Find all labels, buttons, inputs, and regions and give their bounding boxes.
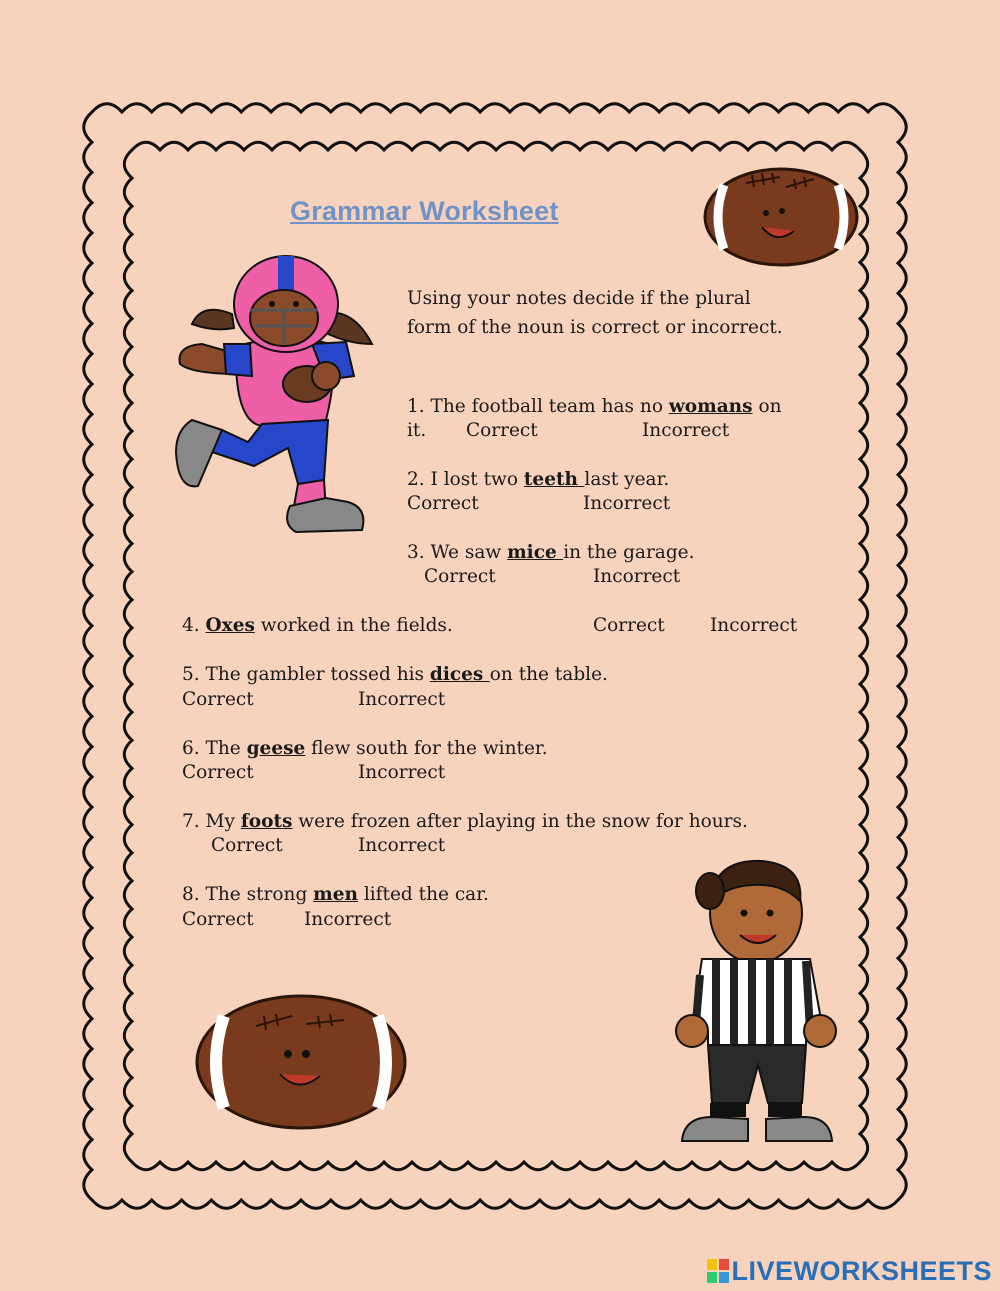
liveworksheets-logo [707, 1256, 992, 1287]
question-5: 5. The gambler tossed his dices on the table. [182, 664, 608, 685]
question-8: 8. The strong men lifted the car. [182, 884, 489, 905]
question-noun: dices [429, 664, 490, 685]
question-1-wrap: it. [407, 420, 427, 441]
football-player-illustration [162, 252, 392, 534]
referee-illustration [672, 855, 842, 1145]
q6-correct-option[interactable]: Correct [182, 762, 254, 783]
instructions-line-1: Using your notes decide if the plural [407, 288, 751, 309]
question-noun: teeth [523, 469, 585, 490]
q8-correct-option[interactable]: Correct [182, 909, 254, 930]
q2-correct-option[interactable]: Correct [407, 493, 479, 514]
question-3: 3. We saw mice in the garage. [407, 542, 695, 563]
brand-name: LIVEWORKSHEETS [731, 1256, 992, 1286]
worksheet-title: Grammar Worksheet [290, 196, 559, 226]
q3-correct-option[interactable]: Correct [424, 566, 496, 587]
football-icon [194, 992, 408, 1132]
q7-incorrect-option[interactable]: Incorrect [358, 835, 446, 856]
q8-incorrect-option[interactable]: Incorrect [304, 909, 392, 930]
instructions-line-2: form of the noun is correct or incorrect. [407, 317, 783, 338]
liveworksheets-logo-icon [707, 1259, 729, 1283]
q1-correct-option[interactable]: Correct [466, 420, 538, 441]
football-icon [702, 165, 860, 269]
q6-incorrect-option[interactable]: Incorrect [358, 762, 446, 783]
q5-correct-option[interactable]: Correct [182, 689, 254, 710]
q4-incorrect-option[interactable]: Incorrect [710, 615, 798, 636]
question-noun: mice [507, 542, 564, 563]
q5-incorrect-option[interactable]: Incorrect [358, 689, 446, 710]
q1-incorrect-option[interactable]: Incorrect [642, 420, 730, 441]
q4-correct-option[interactable]: Correct [593, 615, 665, 636]
question-6: 6. The geese flew south for the winter. [182, 738, 548, 759]
question-2: 2. I lost two teeth last year. [407, 469, 670, 490]
question-4: 4. Oxes worked in the fields. [182, 615, 453, 636]
question-noun: geese [246, 738, 306, 759]
question-7: 7. My foots were frozen after playing in the snow for hours. [182, 811, 748, 832]
question-noun: Oxes [205, 615, 255, 636]
question-1: 1. The football team has no womans on [407, 396, 782, 417]
question-noun: womans [668, 396, 753, 417]
q2-incorrect-option[interactable]: Incorrect [583, 493, 671, 514]
q7-correct-option[interactable]: Correct [211, 835, 283, 856]
q3-incorrect-option[interactable]: Incorrect [593, 566, 681, 587]
question-noun: foots [240, 811, 293, 832]
question-noun: men [313, 884, 358, 905]
